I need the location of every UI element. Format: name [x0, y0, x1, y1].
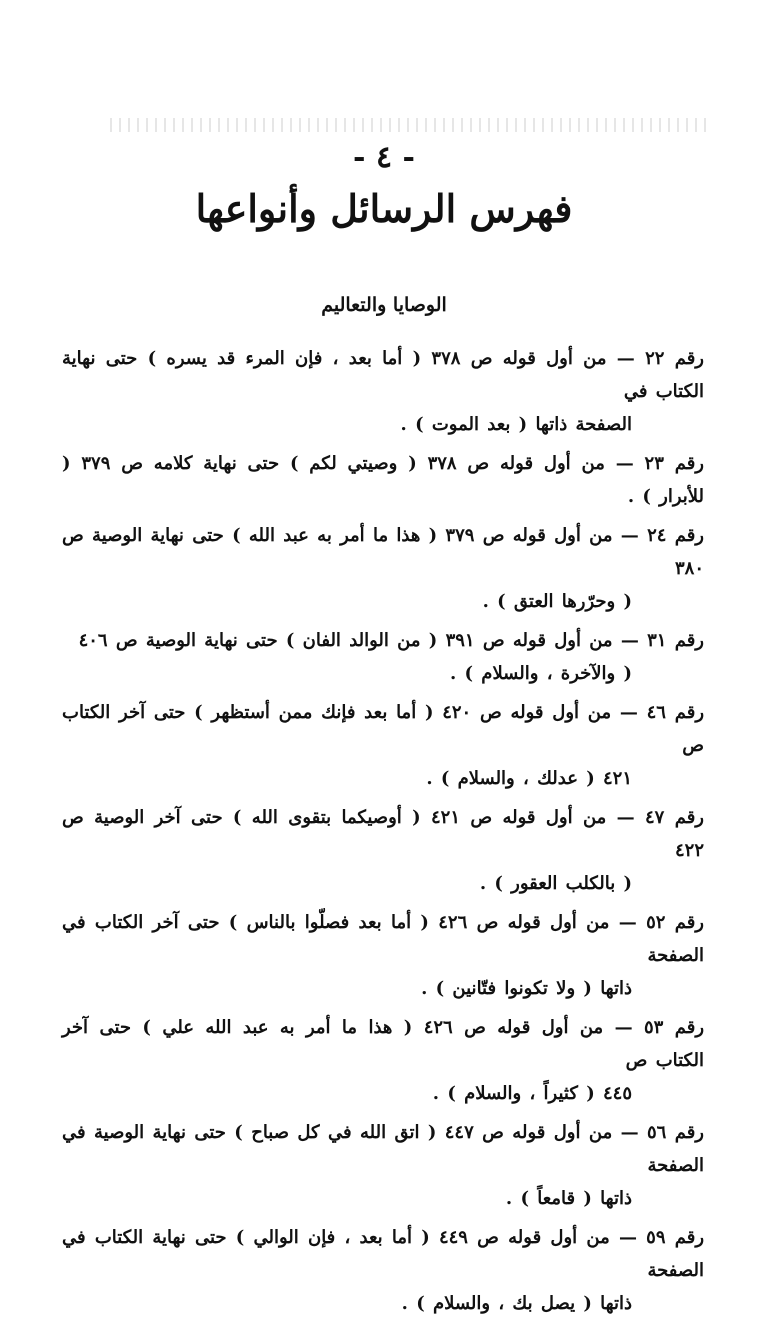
entry-line: رقم ٥٢ — من أول قوله ص ٤٢٦ ( أما بعد فصلّوا بالناس ) حتى آخر الكتاب في الصفحة	[62, 912, 704, 966]
entry-continuation: الصفحة ذاتها ( بعد الموت ) .	[400, 414, 632, 435]
entry-continuation: ذاتها ( يصل بك ، والسلام ) .	[401, 1293, 632, 1314]
section-heading: الوصايا والتعاليم	[321, 294, 447, 316]
entry-line: رقم ٢٣ — من أول قوله ص ٣٧٨ ( وصيتي لكم ) حتى نهاية كلامه ص ٣٧٩ ( للأبرار ) .	[62, 453, 705, 507]
page-title: فهرس الرسائل وأنواعها	[195, 186, 573, 231]
entry-continuation: ٤٤٥ ( كثيراً ، والسلام ) .	[432, 1083, 632, 1104]
index-entries	[62, 342, 704, 1326]
entry-continuation: ( بالكلب العقور ) .	[479, 873, 632, 894]
index-entry	[62, 1116, 704, 1215]
entry-line: رقم ٥٩ — من أول قوله ص ٤٤٩ ( أما بعد ، فإن الوالي ) حتى نهاية الكتاب في الصفحة	[62, 1227, 705, 1281]
index-entry	[62, 1221, 704, 1320]
index-entry	[62, 1011, 704, 1110]
index-entry	[62, 906, 704, 1005]
entry-line: رقم ٥٣ — من أول قوله ص ٤٢٦ ( هذا ما أمر به عبد الله علي ) حتى آخر الكتاب ص	[62, 1017, 705, 1071]
entry-continuation: ( وحرّرها العتق ) .	[482, 591, 632, 612]
entry-continuation: ذاتها ( قامعاً ) .	[505, 1188, 632, 1209]
entry-continuation: ( والآخرة ، والسلام ) .	[449, 663, 632, 684]
entry-line: رقم ٤٧ — من أول قوله ص ٤٢١ ( أوصيكما بتقوى الله ) حتى آخر الوصية ص ٤٢٢	[62, 807, 704, 861]
index-entry	[62, 519, 704, 618]
entry-line: رقم ٢٢ — من أول قوله ص ٣٧٨ ( أما بعد ، فإن المرء قد يسره ) حتى نهاية الكتاب في	[62, 348, 705, 402]
index-entry	[62, 696, 704, 795]
entry-continuation: ذاتها ( ولا تكونوا فتّانين ) .	[421, 978, 632, 999]
entry-line: رقم ٢٤ — من أول قوله ص ٣٧٩ ( هذا ما أمر به عبد الله ) حتى نهاية الوصية ص ٣٨٠	[62, 525, 704, 579]
index-entry	[62, 624, 704, 690]
index-entry	[62, 801, 704, 900]
entry-line: رقم ٥٦ — من أول قوله ص ٤٤٧ ( اتق الله في كل صباح ) حتى نهاية الوصية في الصفحة	[62, 1122, 705, 1176]
index-entry	[62, 342, 704, 441]
entry-line: رقم ٤٦ — من أول قوله ص ٤٢٠ ( أما بعد فإنك ممن أستظهر ) حتى آخر الكتاب ص	[62, 702, 705, 756]
scan-noise	[110, 118, 710, 132]
index-entry	[62, 447, 704, 513]
entry-line: رقم ٣١ — من أول قوله ص ٣٩١ ( من الوالد الفان ) حتى نهاية الوصية ص ٤٠٦	[78, 630, 704, 651]
entry-continuation: ٤٢١ ( عدلك ، والسلام ) .	[426, 768, 632, 789]
page-number: - ٤ -	[353, 140, 415, 175]
